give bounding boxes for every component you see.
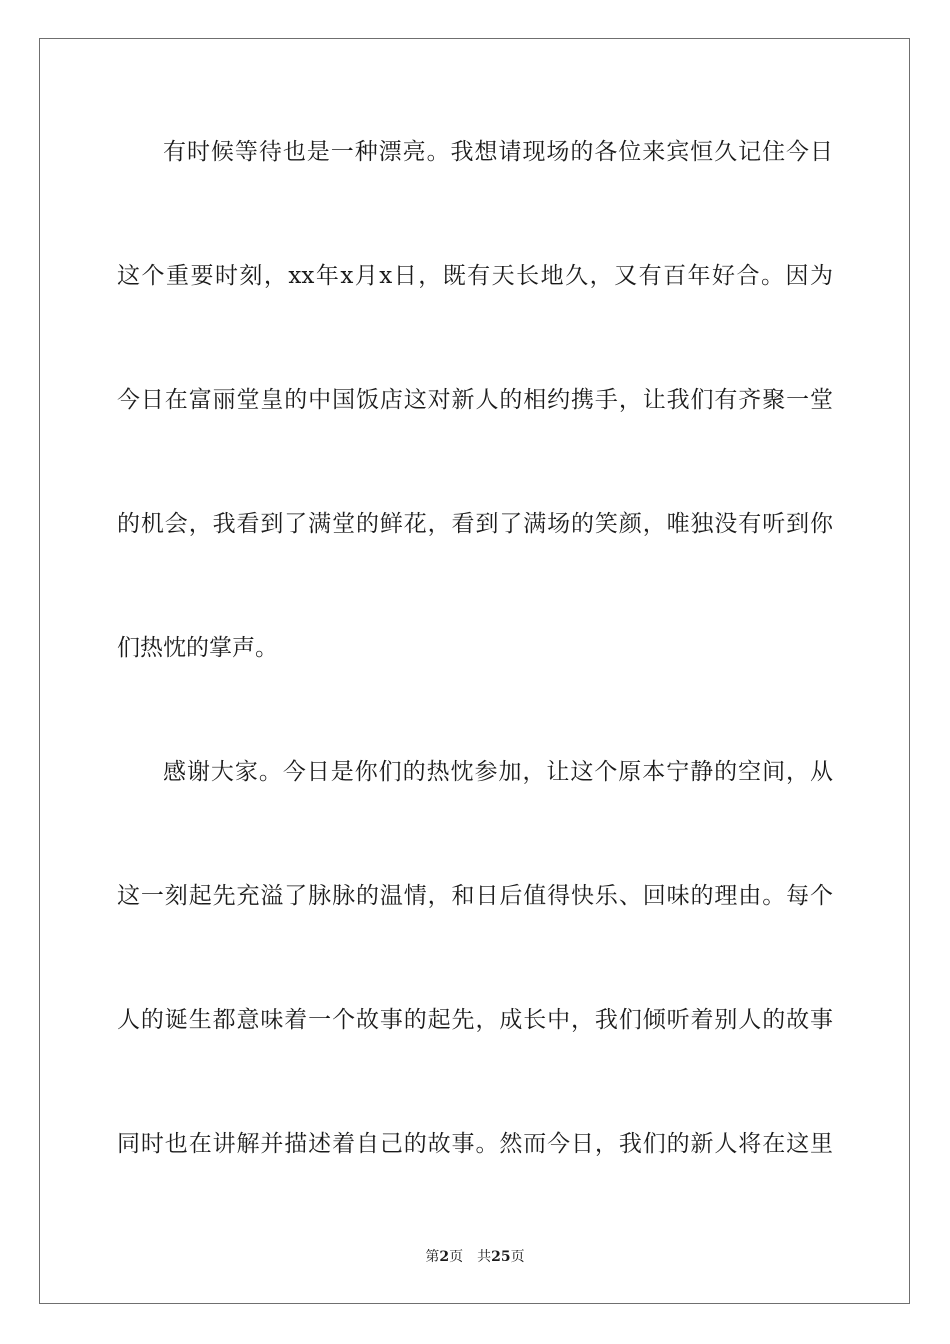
paragraph-2-line-1: 感谢大家。今日是你们的热忱参加，让这个原本宁静的空间，从 [163,759,833,785]
paragraph-2-line-4: 同时也在讲解并描述着自己的故事。然而今日，我们的新人将在这里 [117,1131,833,1157]
paragraph-1-line-3: 今日在富丽堂皇的中国饭店这对新人的相约携手，让我们有齐聚一堂 [117,387,833,413]
paragraph-1-line-2: 这个重要时刻，xx年x月x日，既有天长地久，又有百年好合。因为 [117,263,833,289]
paragraph-2-line-2: 这一刻起先充溢了脉脉的温情，和日后值得快乐、回味的理由。每个 [117,883,833,909]
page-border [39,38,910,1304]
footer-total-pages: 25 [491,1249,511,1265]
page-footer [0,1248,950,1266]
footer-total-suffix: 页 [510,1249,525,1265]
footer-page-prefix: 第 [425,1249,440,1265]
footer-page-suffix: 页 [449,1249,464,1265]
paragraph-2-line-3: 人的诞生都意味着一个故事的起先，成长中，我们倾听着别人的故事 [117,1007,833,1033]
paragraph-1-line-5: 们热忱的掌声。 [117,635,278,661]
paragraph-1-line-4: 的机会，我看到了满堂的鲜花，看到了满场的笑颜，唯独没有听到你 [117,511,833,537]
footer-total-prefix: 共 [477,1249,492,1265]
paragraph-1-line-1: 有时候等待也是一种漂亮。我想请现场的各位来宾恒久记住今日 [163,139,833,165]
footer-page-number: 2 [439,1249,450,1265]
